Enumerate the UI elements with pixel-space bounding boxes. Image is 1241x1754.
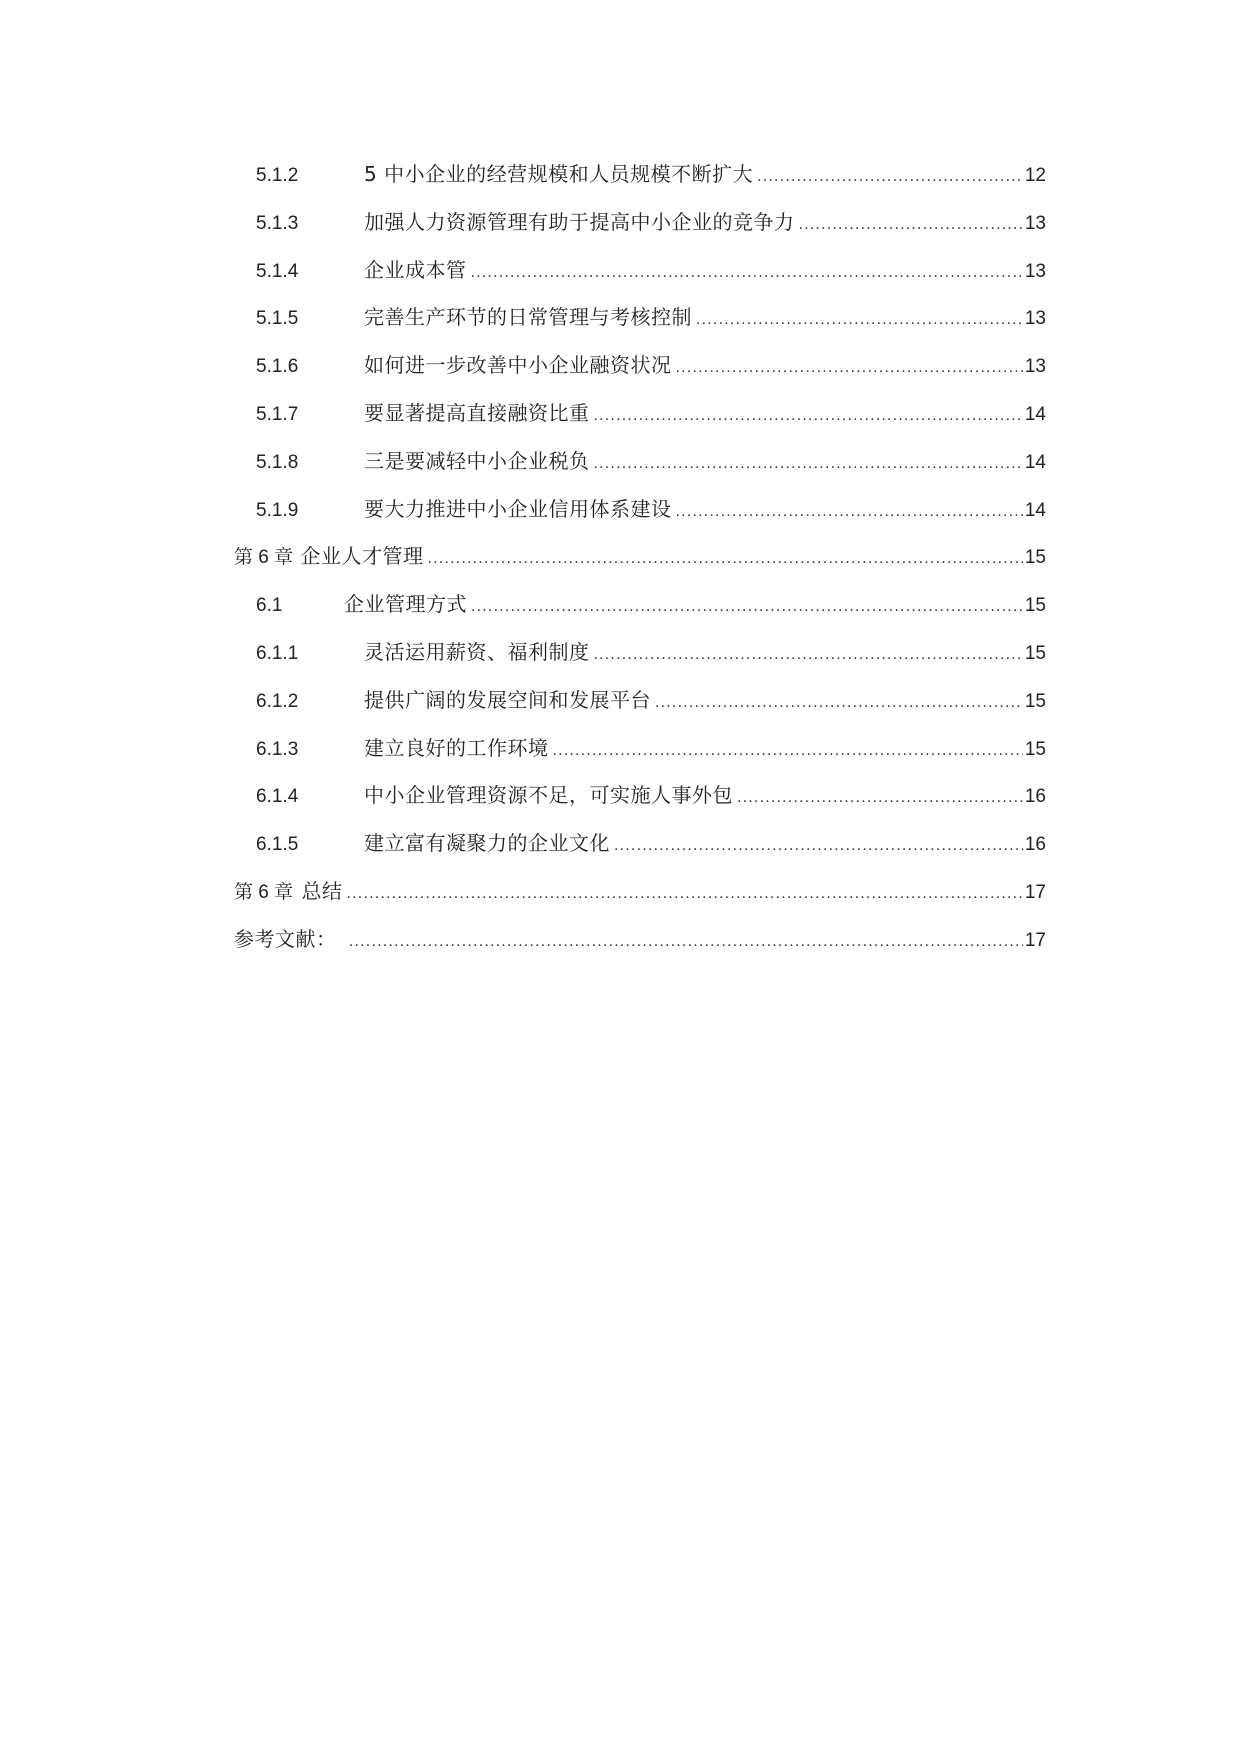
toc-entry-number: 6.1.5 [256, 834, 299, 856]
dot-leader [737, 774, 1023, 822]
toc-entry-page: 15 [1024, 738, 1046, 760]
toc-entry-page: 14 [1024, 451, 1046, 473]
toc-entry-page: 13 [1024, 260, 1046, 282]
toc-entry-page: 15 [1024, 595, 1046, 617]
toc-chapter-title: 总结 [301, 878, 343, 903]
toc-entry-title: 建立良好的工作环境 [364, 735, 549, 760]
toc-entry[interactable] [234, 389, 1046, 437]
dot-leader [696, 296, 1023, 344]
toc-entry-number: 5.1.6 [256, 356, 299, 378]
toc-entry-page: 16 [1024, 786, 1046, 808]
toc-entry-title: 提供广阔的发展空间和发展平台 [364, 687, 651, 712]
toc-entry[interactable] [234, 724, 1046, 772]
toc-entry-page: 15 [1024, 547, 1046, 569]
toc-entry-number: 5.1.7 [256, 403, 299, 425]
toc-entry[interactable] [234, 293, 1046, 341]
dot-leader [614, 822, 1023, 870]
toc-entry-page: 17 [1024, 881, 1046, 903]
dot-leader [594, 631, 1023, 679]
toc-chapter-number: 第 6 章 [234, 547, 294, 569]
toc-entry[interactable] [234, 676, 1046, 724]
toc-entry-page: 16 [1024, 834, 1046, 856]
toc-entry-title: 要大力推进中小企业信用体系建设 [364, 496, 672, 521]
toc-entry[interactable] [234, 198, 1046, 246]
toc-entry[interactable] [234, 150, 1046, 198]
toc-references-title: 参考文献： [234, 926, 337, 951]
toc-entry-number: 5.1.8 [256, 451, 299, 473]
toc-entry-title: 完善生产环节的日常管理与考核控制 [364, 305, 692, 330]
dot-leader [553, 727, 1023, 775]
dot-leader [757, 153, 1023, 201]
toc-entry-number: 6.1.2 [256, 690, 299, 712]
toc-entry-page: 13 [1024, 212, 1046, 234]
toc-entry-page: 15 [1024, 690, 1046, 712]
toc-chapter-title: 企业人才管理 [300, 544, 424, 569]
toc-chapter-number: 第 6 章 [234, 881, 294, 903]
toc-entry-number: 5.1.5 [256, 308, 299, 330]
dot-leader [594, 440, 1023, 488]
toc-entry-title: 建立富有凝聚力的企业文化 [364, 831, 610, 856]
dot-leader [471, 249, 1023, 297]
toc-entry[interactable] [234, 246, 1046, 294]
toc-entry[interactable] [234, 628, 1046, 676]
toc-chapter-entry[interactable] [234, 867, 1046, 915]
dot-leader [676, 488, 1023, 536]
toc-entry-title: 企业成本管 [364, 257, 467, 282]
dot-leader [676, 344, 1023, 392]
dot-leader [428, 535, 1023, 583]
toc-entry-title: 5 中小企业的经营规模和人员规模不断扩大 [364, 162, 754, 186]
toc-entry-title: 要显著提高直接融资比重 [364, 400, 590, 425]
toc-entry[interactable] [234, 341, 1046, 389]
toc-entry-title: 加强人力资源管理有助于提高中小企业的竞争力 [364, 209, 795, 234]
toc-entry-title: 企业管理方式 [344, 592, 467, 617]
toc-entry-number: 6.1.1 [256, 642, 299, 664]
toc-entry-number: 5.1.2 [256, 165, 299, 186]
toc-entry[interactable] [234, 437, 1046, 485]
toc-entry-number: 5.1.4 [256, 260, 299, 282]
dot-leader [655, 679, 1023, 727]
toc-entry-page: 17 [1024, 929, 1046, 951]
toc-entry-title: 如何进一步改善中小企业融资状况 [364, 353, 672, 378]
toc-entry[interactable] [234, 485, 1046, 533]
dot-leader [347, 870, 1023, 918]
toc-chapter-entry[interactable] [234, 532, 1046, 580]
dot-leader [471, 583, 1023, 631]
toc-entry-number: 5.1.9 [256, 499, 299, 521]
toc-references-entry[interactable] [234, 915, 1046, 963]
toc-entry[interactable] [234, 771, 1046, 819]
dot-leader [799, 201, 1023, 249]
toc-entry-number: 6.1.4 [256, 786, 299, 808]
dot-leader [349, 918, 1023, 966]
toc-entry-page: 13 [1024, 308, 1046, 330]
toc-entry-page: 13 [1024, 356, 1046, 378]
table-of-contents [234, 150, 1046, 963]
toc-entry-number: 6.1.3 [256, 738, 299, 760]
toc-entry-title: 三是要减轻中小企业税负 [364, 448, 590, 473]
toc-entry-page: 14 [1024, 403, 1046, 425]
toc-entry-title: 灵活运用薪资、福利制度 [364, 639, 590, 664]
toc-entry-page: 14 [1024, 499, 1046, 521]
toc-entry-title: 中小企业管理资源不足，可实施人事外包 [364, 783, 733, 808]
toc-section-entry[interactable] [234, 580, 1046, 628]
toc-entry-page: 15 [1024, 642, 1046, 664]
toc-entry-page: 12 [1024, 165, 1046, 186]
toc-entry-number: 6.1 [256, 595, 283, 617]
toc-entry-number: 5.1.3 [256, 212, 299, 234]
toc-entry[interactable] [234, 819, 1046, 867]
dot-leader [594, 392, 1023, 440]
